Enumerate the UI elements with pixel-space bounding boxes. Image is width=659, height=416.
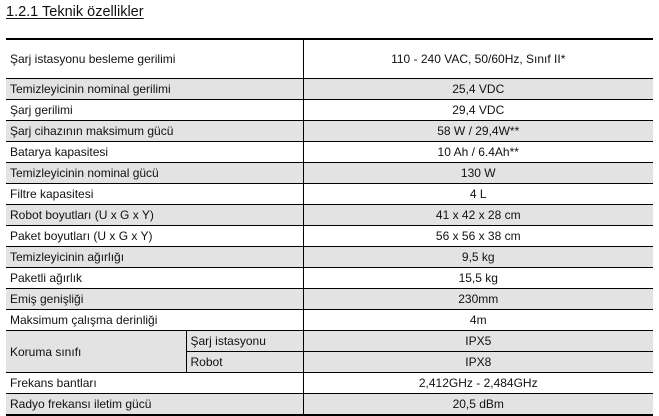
spec-row-supply-voltage [6,39,653,79]
spec-label: Filtre kapasitesi [6,184,303,205]
spec-value: IPX8 [303,352,653,373]
spec-label: Frekans bantları [6,373,303,394]
spec-row-battery-capacity [6,142,653,163]
spec-row-suction-width [6,289,653,310]
spec-label: Robot boyutları (U x G x Y) [6,205,303,226]
section-title: 1.2.1 Teknik özellikler [6,4,144,20]
spec-row-filter-capacity [6,184,653,205]
spec-row-frequency-bands [6,373,653,394]
spec-sublabel: Şarj istasyonu [186,331,303,352]
specifications-table [6,38,653,416]
spec-label: Batarya kapasitesi [6,142,303,163]
spec-label-protection-class: Koruma sınıfı [6,331,186,373]
spec-label: Şarj istasyonu besleme gerilimi [6,39,303,79]
spec-row-rf-power [6,394,653,416]
spec-value: 25,4 VDC [303,79,653,100]
spec-label: Temizleyicinin nominal gücü [6,163,303,184]
spec-label: Paket boyutları (U x G x Y) [6,226,303,247]
spec-value: 10 Ah / 6.4Ah** [303,142,653,163]
spec-row-nominal-power [6,163,653,184]
spec-row-cleaner-weight [6,247,653,268]
spec-label: Paketli ağırlık [6,268,303,289]
spec-value: 4 L [303,184,653,205]
spec-row-protection-charging-station [6,331,653,352]
spec-row-packaged-weight [6,268,653,289]
spec-row-package-dimensions [6,226,653,247]
spec-value: 15,5 kg [303,268,653,289]
spec-value: 58 W / 29,4W** [303,121,653,142]
spec-label: Maksimum çalışma derinliği [6,310,303,331]
spec-value: 20,5 dBm [303,394,653,416]
spec-value: 130 W [303,163,653,184]
spec-value: 4m [303,310,653,331]
spec-row-charge-voltage [6,100,653,121]
spec-value: IPX5 [303,331,653,352]
spec-label: Temizleyicinin nominal gerilimi [6,79,303,100]
spec-label: Şarj cihazının maksimum gücü [6,121,303,142]
spec-row-max-depth [6,310,653,331]
spec-sublabel: Robot [186,352,303,373]
spec-value: 2,412GHz - 2,484GHz [303,373,653,394]
spec-label: Radyo frekansı iletim gücü [6,394,303,416]
spec-value: 110 - 240 VAC, 50/60Hz, Sınıf II* [303,39,653,79]
spec-label: Şarj gerilimi [6,100,303,121]
spec-value: 41 x 42 x 28 cm [303,205,653,226]
spec-row-robot-dimensions [6,205,653,226]
spec-value: 230mm [303,289,653,310]
spec-label: Temizleyicinin ağırlığı [6,247,303,268]
spec-value: 29,4 VDC [303,100,653,121]
spec-row-nominal-voltage [6,79,653,100]
spec-row-charger-max-power [6,121,653,142]
spec-value: 56 x 56 x 38 cm [303,226,653,247]
spec-label: Emiş genişliği [6,289,303,310]
spec-value: 9,5 kg [303,247,653,268]
